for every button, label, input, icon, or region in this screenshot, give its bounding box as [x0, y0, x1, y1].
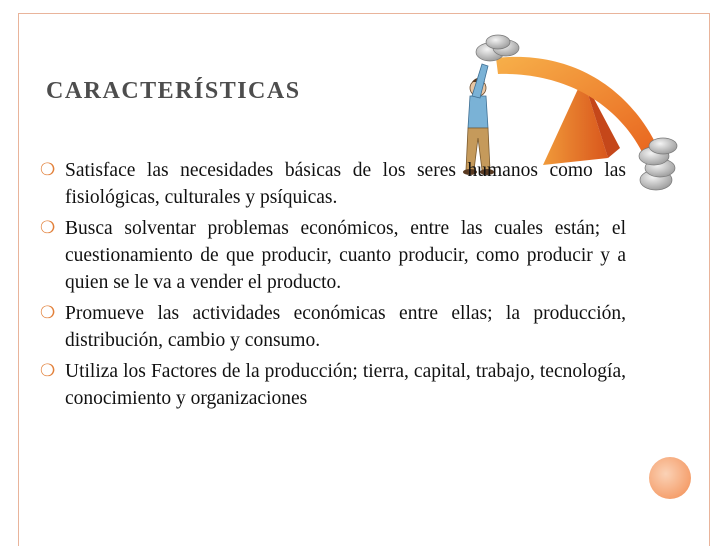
list-item [40, 358, 626, 412]
list-item [40, 157, 626, 211]
frame-right-border [709, 13, 710, 546]
bullet-text: Utiliza los Factores de la producción; tierra, capital, trabajo, tecnología, conocimiento y organizaciones [65, 361, 626, 409]
orange-circle-icon [649, 457, 691, 499]
slide-title: CARACTERÍSTICAS [46, 78, 301, 104]
frame-left-border [18, 13, 19, 546]
bullet-text: Busca solventar problemas económicos, entre las cuales están; el cuestionamiento de que producir, cuanto producir, como producir y a quien se le va a vender el producto. [65, 218, 626, 293]
bullet-text: Satisface las necesidades básicas de los seres humanos como las fisiológicas, culturales y psíquicas. [65, 160, 626, 208]
list-item [40, 215, 626, 296]
list-item [40, 300, 626, 354]
bullet-marker-icon: ❍ [40, 218, 56, 238]
bullet-marker-icon: ❍ [40, 303, 56, 323]
bullet-list [40, 157, 626, 416]
bullet-text: Promueve las actividades económicas entre ellas; la producción, distribución, cambio y consumo. [65, 303, 626, 351]
frame-top-border [18, 13, 710, 14]
bullet-marker-icon: ❍ [40, 361, 56, 381]
bullet-marker-icon: ❍ [40, 160, 56, 180]
